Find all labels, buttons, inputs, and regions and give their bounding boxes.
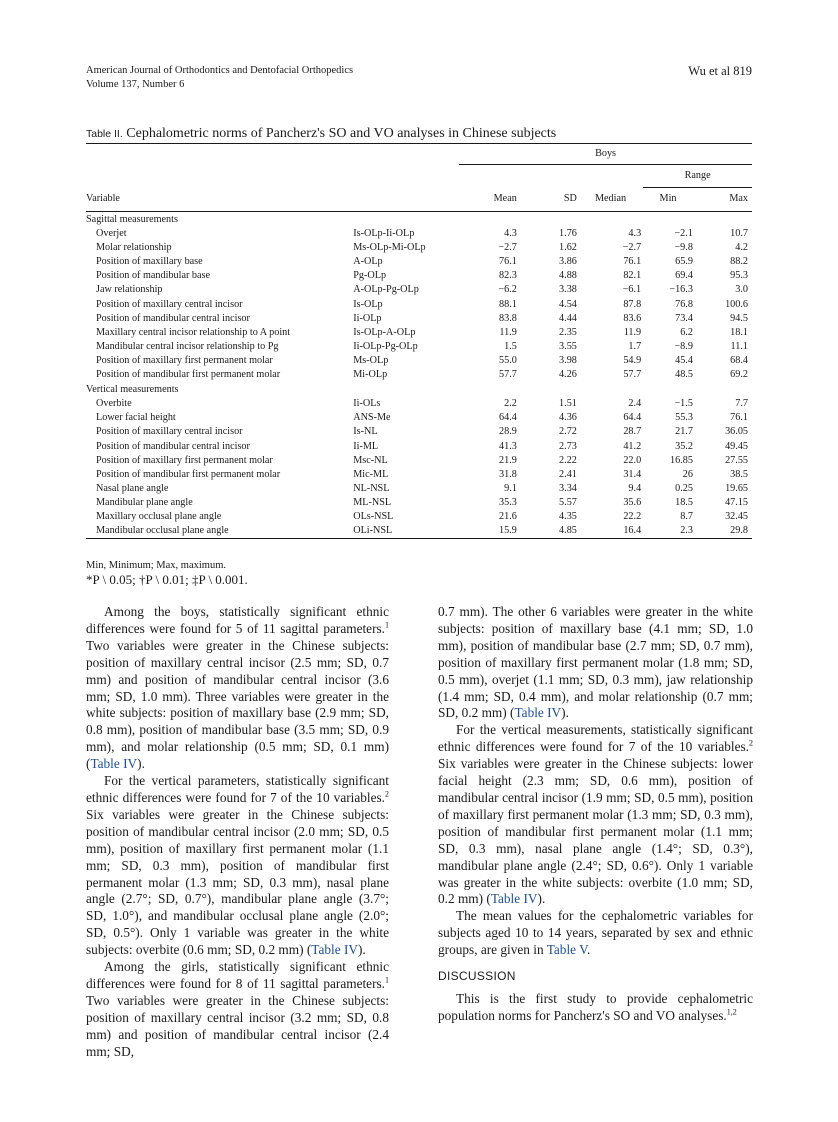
cell-name: Position of mandibular first permanent molar [96, 468, 281, 480]
cell-max: 76.1 [730, 412, 748, 424]
footnote-abbreviations: Min, Minimum; Max, maximum. [86, 560, 227, 571]
cell-min: 69.4 [675, 270, 693, 282]
table-caption [86, 126, 752, 142]
cell-abbr: OLi-NSL [353, 525, 393, 537]
cell-median: 54.9 [623, 354, 642, 366]
cell-name: Maxillary central incisor relationship to A point [96, 326, 291, 338]
table-row [86, 255, 752, 269]
cell-median: 2.4 [628, 398, 642, 410]
cell-median: 28.7 [623, 426, 642, 438]
cell-min: 45.4 [675, 354, 693, 366]
cell-max: 100.6 [725, 298, 748, 310]
body-paragraph [438, 722, 753, 908]
cell-median: 76.1 [623, 256, 642, 268]
cell-name: Mandibular occlusal plane angle [96, 525, 229, 537]
cell-median: 9.4 [628, 482, 642, 494]
cell-min: −16.3 [669, 284, 693, 296]
cell-mean: 41.3 [499, 440, 517, 452]
cell-sd: 1.51 [559, 398, 577, 410]
cell-min: 8.7 [680, 510, 693, 522]
citation-superscript: 1 [385, 620, 389, 630]
table-footnotes [86, 559, 248, 587]
cell-mean: 2.2 [504, 398, 517, 410]
cell-sd: 2.41 [559, 468, 577, 480]
cell-sd: 3.86 [559, 256, 577, 268]
paragraph-text: Six variables were greater in the Chinese subjects: lower facial height (2.3 mm; SD, 0.6 mm), position of mandibular central incisor (1.9 mm; SD, 0.5 mm), position of maxillary first permanent molar (1.3 mm; SD, 0.3 mm), position of mandibular first permanent molar (1.1 mm; SD, 0.3 mm), nasal plane angle (1.4°; SD, 0.3°), mandibular plane angle (2.4°; SD, 0.6°). Only 1 variable was greater in the white subjects: overbite (1.0 mm; SD, 0.2 mm) ( [438, 756, 753, 907]
table-row [86, 354, 752, 368]
cell-abbr: Mi-OLp [353, 369, 388, 381]
cell-min: 73.4 [675, 312, 693, 324]
cell-min: 16.85 [670, 454, 693, 466]
cell-mean: 64.4 [499, 412, 517, 424]
cell-min: −2.1 [674, 228, 693, 240]
cell-name: Position of mandibular first permanent molar [96, 369, 281, 381]
cell-name: Mandibular plane angle [96, 496, 193, 508]
paragraph-text: Among the boys, statistically significant ethnic differences were found for 5 of 11 sagittal parameters. [86, 604, 389, 636]
col-sd: SD [519, 188, 580, 212]
cell-name: Maxillary occlusal plane angle [96, 510, 222, 522]
table-reference-link[interactable]: Table IV [490, 891, 538, 907]
cell-sd: 4.35 [559, 510, 577, 522]
cell-sd: 2.72 [559, 426, 577, 438]
cell-abbr: OLs-NSL [353, 510, 394, 522]
group-header-boys: Boys [459, 144, 752, 165]
cell-min: 48.5 [675, 369, 693, 381]
cell-median: 31.4 [623, 468, 642, 480]
journal-name: American Journal of Orthodontics and Dentofacial Orthopedics [86, 65, 354, 76]
section-header-row [86, 382, 752, 397]
footnote-significance: *P \ 0.05; †P \ 0.01; ‡P \ 0.001. [86, 572, 248, 587]
table-title: Cephalometric norms of Pancherz's SO and VO analyses in Chinese subjects [126, 126, 557, 141]
paragraph-text: ). [561, 705, 569, 721]
paragraph-text: 0.7 mm). The other 6 variables were greater in the white subjects: position of maxillary base (4.1 mm; SD, 1.0 mm), position of mandibular base (2.7 mm; SD, 0.7 mm), position of maxillary first permanent molar (1.8 mm; SD, 0.5 mm), overjet (1.1 mm; SD, 0.3 mm), jaw relationship (1.4 mm; SD, 0.4 mm), and molar relationship (0.7 mm; SD, 0.2 mm) ( [438, 604, 753, 721]
cell-min: 18.5 [675, 496, 693, 508]
paragraph-text: Two variables were greater in the Chinese subjects: position of maxillary central incisor (3.2 mm; SD, 0.8 mm) and position of mandibular central incisor (2.4 mm; SD, [86, 992, 389, 1059]
cell-abbr: NL-NSL [353, 482, 390, 494]
cell-median: 57.7 [623, 369, 642, 381]
cell-mean: 1.5 [504, 340, 517, 352]
cell-mean: 21.9 [499, 454, 517, 466]
cell-abbr: Msc-NL [353, 454, 388, 466]
table-reference-link[interactable]: Table IV [514, 705, 562, 721]
table-row [86, 298, 752, 312]
paragraph-text: Two variables were greater in the Chinese subjects: position of maxillary central incisor (2.5 mm; SD, 0.7 mm) and position of mandibular central incisor (3.6 mm; SD, 1.0 mm). Three variables were greater in the white subjects: position of maxillary base (2.9 mm; SD, 0.8 mm), position of mandibular base (3.5 mm; SD, 0.9 mm), and molar relationship (0.5 mm; SD, 0.1 mm) ( [86, 637, 389, 772]
table-row [86, 425, 752, 439]
cell-max: 3.0 [735, 284, 748, 296]
cell-sd: 2.22 [559, 454, 577, 466]
citation-superscript: 1,2 [726, 1007, 737, 1017]
cell-max: 32.45 [725, 510, 748, 522]
table-row [86, 496, 752, 510]
body-paragraph [438, 908, 753, 959]
cell-median: 11.9 [623, 326, 642, 338]
cell-max: 29.8 [730, 525, 748, 537]
paragraph-text: This is the first study to provide cephalometric population norms for Pancherz's SO and VO analyses. [438, 990, 753, 1023]
cell-mean: −2.7 [498, 242, 517, 254]
author-page-number: Wu et al 819 [688, 64, 752, 78]
cell-name: Jaw relationship [96, 284, 163, 296]
cell-sd: 3.34 [559, 482, 577, 494]
cell-mean: 83.8 [499, 312, 517, 324]
cell-min: −8.9 [674, 340, 693, 352]
table-row [86, 524, 752, 538]
table-reference-link[interactable]: Table V [546, 942, 588, 958]
table-row [86, 440, 752, 454]
cell-name: Position of maxillary central incisor [96, 298, 243, 310]
cell-max: 69.2 [730, 369, 748, 381]
cell-abbr: Is-OLp [353, 298, 383, 310]
table-row [86, 368, 752, 382]
paragraph-text: The mean values for the cephalometric variables for subjects aged 10 to 14 years, separated by sex and ethnic groups, are given in [438, 908, 753, 958]
cell-mean: −6.2 [498, 284, 517, 296]
cell-min: 6.2 [680, 326, 693, 338]
norms-table [86, 143, 752, 539]
cell-sd: 3.38 [559, 284, 577, 296]
paragraph-text: ). [537, 891, 546, 907]
cell-max: 18.1 [730, 326, 748, 338]
cell-mean: 57.7 [499, 369, 517, 381]
col-mean: Mean [459, 188, 519, 212]
cell-abbr: A-OLp [353, 256, 383, 268]
body-paragraph [438, 991, 753, 1025]
section-header-row [86, 212, 752, 228]
cell-sd: 4.36 [559, 412, 577, 424]
cell-abbr: Is-NL [353, 426, 378, 438]
cell-median: 35.6 [623, 496, 642, 508]
table-row [86, 283, 752, 297]
table-reference-link[interactable]: Table IV [311, 942, 358, 958]
cell-max: 38.5 [730, 468, 748, 480]
cell-name: Position of mandibular central incisor [96, 312, 250, 324]
cell-abbr: Is-OLp-Ii-OLp [353, 228, 415, 240]
cell-max: 4.2 [735, 242, 748, 254]
cell-max: 49.45 [725, 440, 748, 452]
cell-median: 41.2 [623, 440, 642, 452]
cell-sd: 2.73 [559, 440, 577, 452]
cell-abbr: A-OLp-Pg-OLp [353, 284, 419, 296]
cell-median: 22.2 [623, 510, 642, 522]
cell-mean: 55.0 [499, 354, 517, 366]
table-row [86, 454, 752, 468]
cell-mean: 9.1 [504, 482, 517, 494]
paragraph-text: For the vertical parameters, statistically significant ethnic differences were found for 7 of the 10 variables. [86, 773, 389, 805]
cell-max: 36.05 [725, 426, 748, 438]
body-paragraph [86, 604, 389, 773]
table-row [86, 340, 752, 354]
cell-mean: 31.8 [499, 468, 517, 480]
cell-name: Position of maxillary central incisor [96, 426, 243, 438]
cell-abbr: Ii-OLp-Pg-OLp [353, 340, 418, 352]
paragraph-text: Six variables were greater in the Chinese subjects: position of mandibular central incisor (2.0 mm; SD, 0.5 mm), position of maxillary first permanent molar (1.1 mm; SD, 0.3 mm), position of mandibular first permanent molar (1.3 mm; SD, 0.3 mm), nasal plane angle (2.7°; SD, 0.7°), mandibular plane angle (3.7°; SD, 1.0°), and mandibular occlusal plane angle (2.0°; SD, 0.5°). Only 1 variable was greater in the white subjects: overbite (0.6 mm; SD, 0.2 mm) ( [86, 806, 389, 958]
cell-median: 16.4 [623, 525, 642, 537]
table-row [86, 510, 752, 524]
cell-name: Overjet [96, 228, 127, 240]
cell-abbr: ANS-Me [353, 412, 391, 424]
cell-sd: 4.54 [559, 298, 577, 310]
cell-min: 21.7 [675, 426, 693, 438]
cell-sd: 4.85 [559, 525, 577, 537]
cell-sd: 4.88 [559, 270, 577, 282]
citation-superscript: 2 [749, 738, 753, 748]
cell-sd: 4.26 [559, 369, 577, 381]
cell-max: 47.15 [725, 496, 748, 508]
paragraph-text: ). [137, 756, 145, 772]
cell-mean: 76.1 [499, 256, 517, 268]
cell-min: −9.8 [674, 242, 693, 254]
table-body [86, 212, 752, 539]
cell-name: Overbite [96, 398, 132, 410]
table-reference-link[interactable]: Table IV [90, 756, 138, 772]
table-row [86, 468, 752, 482]
cell-name: Mandibular central incisor relationship to Pg [96, 340, 279, 352]
table-row [86, 269, 752, 283]
table-row [86, 227, 752, 241]
cell-mean: 15.9 [499, 525, 517, 537]
cell-sd: 3.55 [559, 340, 577, 352]
cell-max: 11.1 [730, 340, 748, 352]
cell-sd: 1.62 [559, 242, 577, 254]
cell-abbr: Ii-OLs [353, 398, 381, 410]
cell-min: 0.25 [675, 482, 693, 494]
table-row [86, 312, 752, 326]
col-median: Median [580, 188, 643, 212]
section-title: Vertical measurements [86, 384, 179, 396]
cell-mean: 4.3 [504, 228, 517, 240]
table-row [86, 482, 752, 496]
cell-median: 82.1 [623, 270, 642, 282]
citation-superscript: 2 [385, 789, 389, 799]
cell-max: 68.4 [730, 354, 748, 366]
table-row [86, 411, 752, 425]
table-row [86, 326, 752, 340]
cell-name: Position of maxillary first permanent molar [96, 454, 273, 466]
cell-name: Position of maxillary first permanent molar [96, 354, 273, 366]
table-row [86, 397, 752, 411]
cell-median: −6.1 [622, 284, 642, 296]
cell-mean: 88.1 [499, 298, 517, 310]
citation-superscript: 1 [385, 975, 389, 985]
cell-name: Position of mandibular central incisor [96, 440, 250, 452]
cell-min: 26 [682, 468, 693, 480]
table-label: Table II. [86, 128, 123, 140]
col-variable: Variable [86, 188, 353, 212]
section-title: Sagittal measurements [86, 214, 178, 225]
paragraph-text: . [587, 942, 591, 958]
cell-max: 10.7 [730, 228, 748, 240]
cell-max: 88.2 [730, 256, 748, 268]
cell-abbr: Is-OLp-A-OLp [353, 326, 416, 338]
cell-median: 87.8 [623, 298, 642, 310]
body-column-left [86, 604, 389, 1060]
cell-median: 22.0 [623, 454, 642, 466]
table-row [86, 241, 752, 255]
cell-abbr: Ii-ML [353, 440, 379, 452]
cell-min: 65.9 [675, 256, 693, 268]
cell-max: 19.65 [725, 482, 748, 494]
cell-min: 35.2 [675, 440, 693, 452]
body-paragraph [86, 959, 389, 1060]
col-max: Max [701, 188, 752, 212]
cell-abbr: Pg-OLp [353, 270, 387, 282]
paragraph-text: For the vertical measurements, statistically significant ethnic differences were found for 7 of the 10 variables. [438, 722, 753, 755]
cell-median: 64.4 [623, 412, 642, 424]
cell-abbr: Mic-ML [353, 468, 389, 480]
body-paragraph [86, 773, 389, 959]
cell-min: −1.5 [674, 398, 693, 410]
body-paragraph [438, 604, 753, 722]
cell-median: 83.6 [623, 312, 642, 324]
cell-mean: 82.3 [499, 270, 517, 282]
cell-abbr: Ms-OLp [353, 354, 389, 366]
cell-mean: 11.9 [499, 326, 517, 338]
cell-median: 4.3 [628, 228, 642, 240]
cell-max: 7.7 [735, 398, 748, 410]
cell-min: 76.8 [675, 298, 693, 310]
cell-name: Position of mandibular base [96, 270, 211, 282]
cell-sd: 4.44 [559, 312, 577, 324]
cell-sd: 2.35 [559, 326, 577, 338]
cell-abbr: Ms-OLp-Mi-OLp [353, 242, 426, 254]
cell-min: 2.3 [680, 525, 693, 537]
cell-name: Position of maxillary base [96, 256, 203, 268]
journal-volume: Volume 137, Number 6 [86, 79, 185, 90]
cell-name: Molar relationship [96, 242, 172, 254]
cell-median: −2.7 [622, 242, 642, 254]
body-column-right [438, 604, 753, 1025]
cell-max: 94.5 [730, 312, 748, 324]
cell-abbr: Ii-OLp [353, 312, 382, 324]
cell-max: 95.3 [730, 270, 748, 282]
cell-mean: 21.6 [499, 510, 517, 522]
running-header [86, 64, 353, 92]
cell-abbr: ML-NSL [353, 496, 392, 508]
cell-name: Nasal plane angle [96, 482, 169, 494]
cell-sd: 3.98 [559, 354, 577, 366]
cell-max: 27.55 [725, 454, 748, 466]
col-min: Min [643, 188, 701, 212]
cell-name: Lower facial height [96, 412, 176, 424]
paragraph-text: ). [357, 942, 366, 958]
paragraph-text: Among the girls, statistically significant ethnic differences were found for 8 of 11 sagittal parameters. [86, 959, 389, 991]
cell-min: 55.3 [675, 412, 693, 424]
range-header: Range [643, 165, 752, 188]
cell-mean: 35.3 [499, 496, 517, 508]
cell-median: 1.7 [628, 340, 642, 352]
cell-sd: 1.76 [559, 228, 577, 240]
cell-sd: 5.57 [559, 496, 577, 508]
cell-mean: 28.9 [499, 426, 517, 438]
section-heading-discussion: DISCUSSION [438, 969, 516, 984]
